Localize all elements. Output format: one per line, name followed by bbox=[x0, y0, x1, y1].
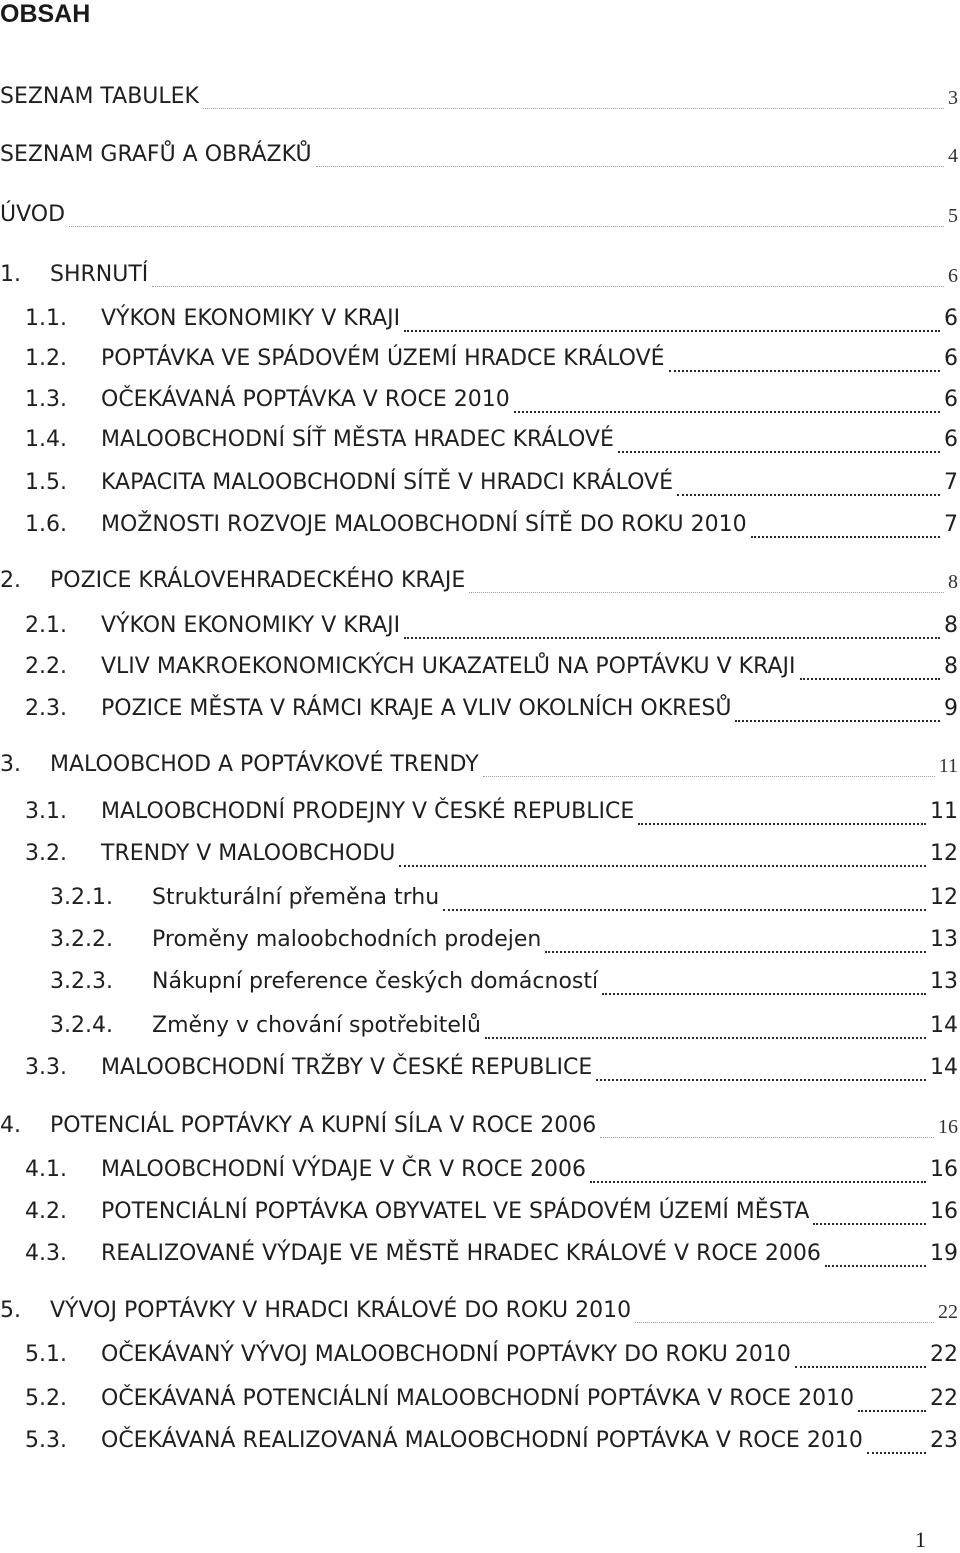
toc-entry-page: 22 bbox=[930, 1386, 958, 1411]
toc-entry[interactable] bbox=[0, 885, 960, 925]
toc-entry[interactable] bbox=[0, 1342, 960, 1382]
toc-entry-title: POZICE MĚSTA V RÁMCI KRAJE A VLIV OKOLNÍCH OKRESŮ bbox=[101, 696, 732, 721]
toc-entry[interactable] bbox=[0, 512, 960, 552]
toc-entry-title: POPTÁVKA VE SPÁDOVÉM ÚZEMÍ HRADCE KRÁLOVÉ bbox=[101, 346, 665, 371]
toc-entry-title: TRENDY V MALOOBCHODU bbox=[101, 841, 396, 866]
toc-entry[interactable] bbox=[0, 799, 960, 839]
toc-leader-dots bbox=[485, 1035, 926, 1039]
toc-entry-title: MALOOBCHODNÍ PRODEJNY V ČESKÉ REPUBLICE bbox=[101, 799, 635, 824]
toc-entry[interactable] bbox=[0, 84, 960, 124]
toc-entry-title: Proměny maloobchodních prodejen bbox=[152, 927, 542, 952]
toc-leader-dots bbox=[600, 1135, 934, 1138]
toc-entry-page: 11 bbox=[938, 755, 958, 777]
toc-entry-number: 1.5. bbox=[25, 470, 67, 495]
toc-entry-title: VÝKON EKONOMIKY V KRAJI bbox=[101, 306, 401, 331]
toc-entry[interactable] bbox=[0, 346, 960, 386]
toc-entry-title: VÝKON EKONOMIKY V KRAJI bbox=[101, 613, 401, 638]
toc-entry-title: REALIZOVANÉ VÝDAJE VE MĚSTĚ HRADEC KRÁLOVÉ V ROCE 2006 bbox=[101, 1241, 821, 1266]
toc-entry-title: VLIV MAKROEKONOMICKÝCH UKAZATELŮ NA POPTÁVKU V KRAJI bbox=[101, 654, 796, 679]
toc-entry-title: MALOOBCHOD A POPTÁVKOVÉ TRENDY bbox=[50, 752, 479, 777]
toc-entry[interactable] bbox=[0, 696, 960, 736]
toc-entry-number: 2. bbox=[0, 568, 21, 593]
toc-entry-number: 4.3. bbox=[25, 1241, 67, 1266]
toc-entry-page: 7 bbox=[944, 512, 958, 537]
toc-entry-title: POZICE KRÁLOVEHRADECKÉHO KRAJE bbox=[50, 568, 466, 593]
toc-entry[interactable] bbox=[0, 306, 960, 346]
toc-entry[interactable] bbox=[0, 752, 960, 792]
toc-leader-dots bbox=[669, 368, 940, 372]
toc-entry-number: 2.3. bbox=[25, 696, 67, 721]
toc-leader-dots bbox=[751, 534, 940, 538]
toc-entry-page: 22 bbox=[938, 1301, 958, 1323]
toc-entry-number: 3. bbox=[0, 752, 21, 777]
toc-entry[interactable] bbox=[0, 1386, 960, 1426]
toc-entry-page: 6 bbox=[944, 306, 958, 331]
toc-entry-page: 22 bbox=[930, 1342, 958, 1367]
toc-heading: OBSAH bbox=[0, 0, 91, 28]
toc-entry[interactable] bbox=[0, 1113, 960, 1153]
toc-leader-dots bbox=[795, 1364, 926, 1368]
toc-leader-dots bbox=[590, 1179, 926, 1183]
toc-entry-number: 3.2.3. bbox=[50, 969, 113, 994]
toc-entry[interactable] bbox=[0, 654, 960, 694]
toc-entry-number: 4. bbox=[0, 1113, 21, 1138]
toc-leader-dots bbox=[443, 907, 926, 911]
toc-entry-page: 12 bbox=[930, 885, 958, 910]
toc-entry-number: 3.1. bbox=[25, 799, 67, 824]
toc-entry-number: 3.2.2. bbox=[50, 927, 113, 952]
toc-entry-title: MALOOBCHODNÍ VÝDAJE V ČR V ROCE 2006 bbox=[101, 1157, 586, 1182]
toc-leader-dots bbox=[677, 492, 940, 496]
toc-entry-number: 1.3. bbox=[25, 387, 67, 412]
toc-entry-number: 1.4. bbox=[25, 427, 67, 452]
toc-entry-number: 3.3. bbox=[25, 1055, 67, 1080]
toc-entry-title: Změny v chování spotřebitelů bbox=[152, 1013, 481, 1038]
toc-entry-page: 9 bbox=[944, 696, 958, 721]
toc-leader-dots bbox=[858, 1408, 926, 1412]
toc-leader-dots bbox=[596, 1077, 926, 1081]
toc-entry-page: 14 bbox=[930, 1013, 958, 1038]
toc-entry-number: 2.1. bbox=[25, 613, 67, 638]
toc-entry[interactable] bbox=[0, 142, 960, 182]
toc-leader-dots bbox=[152, 284, 944, 287]
toc-entry-page: 13 bbox=[930, 927, 958, 952]
toc-leader-dots bbox=[602, 991, 926, 995]
toc-leader-dots bbox=[735, 718, 940, 722]
toc-entry-page: 4 bbox=[948, 145, 958, 167]
toc-entry-title: OČEKÁVANÝ VÝVOJ MALOOBCHODNÍ POPTÁVKY DO ROKU 2010 bbox=[101, 1342, 791, 1367]
toc-entry[interactable] bbox=[0, 927, 960, 967]
toc-entry-number: 1.6. bbox=[25, 512, 67, 537]
toc-entry-number: 1. bbox=[0, 262, 21, 287]
toc-entry-title: OČEKÁVANÁ POPTÁVKA V ROCE 2010 bbox=[101, 387, 510, 412]
toc-leader-dots bbox=[404, 635, 940, 639]
toc-entry[interactable] bbox=[0, 427, 960, 467]
toc-entry-page: 11 bbox=[930, 799, 958, 824]
toc-entry-title: KAPACITA MALOOBCHODNÍ SÍTĚ V HRADCI KRÁLOVÉ bbox=[101, 470, 673, 495]
toc-leader-dots bbox=[483, 774, 935, 777]
toc-entry-title: POTENCIÁL POPTÁVKY A KUPNÍ SÍLA V ROCE 2006 bbox=[50, 1113, 597, 1138]
toc-entry-title: SEZNAM TABULEK bbox=[0, 84, 199, 109]
toc-entry[interactable] bbox=[0, 1055, 960, 1095]
toc-leader-dots bbox=[825, 1263, 926, 1267]
toc-entry-page: 8 bbox=[944, 654, 958, 679]
toc-leader-dots bbox=[399, 863, 926, 867]
toc-entry-page: 8 bbox=[948, 571, 958, 593]
toc-leader-dots bbox=[800, 676, 940, 680]
toc-entry[interactable] bbox=[0, 1428, 960, 1468]
toc-entry[interactable] bbox=[0, 568, 960, 608]
toc-entry-page: 6 bbox=[944, 387, 958, 412]
toc-entry[interactable] bbox=[0, 262, 960, 302]
toc-entry-title: ÚVOD bbox=[0, 202, 66, 227]
toc-entry[interactable] bbox=[0, 1157, 960, 1197]
toc-entry-page: 3 bbox=[948, 87, 958, 109]
toc-entry-page: 13 bbox=[930, 969, 958, 994]
toc-entry-page: 6 bbox=[944, 346, 958, 371]
toc-entry-number: 3.2.4. bbox=[50, 1013, 113, 1038]
toc-entry-title: OČEKÁVANÁ REALIZOVANÁ MALOOBCHODNÍ POPTÁVKA V ROCE 2010 bbox=[101, 1428, 863, 1453]
toc-leader-dots bbox=[404, 328, 940, 332]
toc-entry[interactable] bbox=[0, 1013, 960, 1053]
toc-entry-page: 14 bbox=[930, 1055, 958, 1080]
toc-entry[interactable] bbox=[0, 969, 960, 1009]
toc-leader-dots bbox=[545, 949, 926, 953]
toc-entry-title: POTENCIÁLNÍ POPTÁVKA OBYVATEL VE SPÁDOVÉM ÚZEMÍ MĚSTA bbox=[101, 1199, 810, 1224]
toc-entry[interactable] bbox=[0, 202, 960, 242]
toc-leader-dots bbox=[316, 164, 944, 167]
toc-leader-dots bbox=[867, 1450, 926, 1454]
toc-entry-page: 6 bbox=[948, 265, 958, 287]
toc-entry-number: 5. bbox=[0, 1298, 21, 1323]
toc-entry-number: 1.2. bbox=[25, 346, 67, 371]
toc-entry-number: 5.1. bbox=[25, 1342, 67, 1367]
toc-leader-dots bbox=[514, 409, 940, 413]
toc-entry-title: MOŽNOSTI ROZVOJE MALOOBCHODNÍ SÍTĚ DO ROKU 2010 bbox=[101, 512, 747, 537]
toc-entry-page: 16 bbox=[938, 1116, 958, 1138]
page-number: 1 bbox=[915, 1527, 926, 1552]
toc-entry-title: SHRNUTÍ bbox=[50, 262, 149, 287]
toc-entry-page: 23 bbox=[930, 1428, 958, 1453]
toc-entry-number: 1.1. bbox=[25, 306, 67, 331]
toc-entry-title: SEZNAM GRAFŮ A OBRÁZKŮ bbox=[0, 142, 312, 167]
toc-entry-number: 5.2. bbox=[25, 1386, 67, 1411]
toc-entry[interactable] bbox=[0, 470, 960, 510]
toc-entry-number: 4.1. bbox=[25, 1157, 67, 1182]
toc-entry-number: 4.2. bbox=[25, 1199, 67, 1224]
toc-entry-page: 16 bbox=[930, 1199, 958, 1224]
toc-entry-title: MALOOBCHODNÍ SÍŤ MĚSTA HRADEC KRÁLOVÉ bbox=[101, 427, 614, 452]
toc-entry-title: OČEKÁVANÁ POTENCIÁLNÍ MALOOBCHODNÍ POPTÁVKA V ROCE 2010 bbox=[101, 1386, 855, 1411]
toc-entry-page: 12 bbox=[930, 841, 958, 866]
toc-entry[interactable] bbox=[0, 1199, 960, 1239]
toc-entry-number: 5.3. bbox=[25, 1428, 67, 1453]
toc-entry-page: 16 bbox=[930, 1157, 958, 1182]
toc-entry-title: VÝVOJ POPTÁVKY V HRADCI KRÁLOVÉ DO ROKU 2010 bbox=[50, 1298, 632, 1323]
toc-entry[interactable] bbox=[0, 1241, 960, 1281]
toc-leader-dots bbox=[69, 224, 944, 227]
toc-entry-page: 5 bbox=[948, 205, 958, 227]
toc-entry-number: 3.2. bbox=[25, 841, 67, 866]
toc-entry-title: Nákupní preference českých domácností bbox=[152, 969, 599, 994]
toc-entry-page: 6 bbox=[944, 427, 958, 452]
toc-leader-dots bbox=[618, 449, 940, 453]
toc-leader-dots bbox=[813, 1221, 926, 1225]
toc-entry-number: 2.2. bbox=[25, 654, 67, 679]
toc-entry-page: 8 bbox=[944, 613, 958, 638]
toc-leader-dots bbox=[635, 1320, 934, 1323]
toc-entry-title: Strukturální přeměna trhu bbox=[152, 885, 440, 910]
toc-entry[interactable] bbox=[0, 613, 960, 653]
toc-entry[interactable] bbox=[0, 1298, 960, 1338]
toc-entry-number: 3.2.1. bbox=[50, 885, 113, 910]
toc-entry-title: MALOOBCHODNÍ TRŽBY V ČESKÉ REPUBLICE bbox=[101, 1055, 593, 1080]
toc-entry[interactable] bbox=[0, 841, 960, 881]
toc-entry-page: 19 bbox=[930, 1241, 958, 1266]
toc-leader-dots bbox=[469, 590, 944, 593]
toc-leader-dots bbox=[203, 106, 944, 109]
toc-entry[interactable] bbox=[0, 387, 960, 427]
toc-leader-dots bbox=[638, 821, 926, 825]
toc-entry-page: 7 bbox=[944, 470, 958, 495]
